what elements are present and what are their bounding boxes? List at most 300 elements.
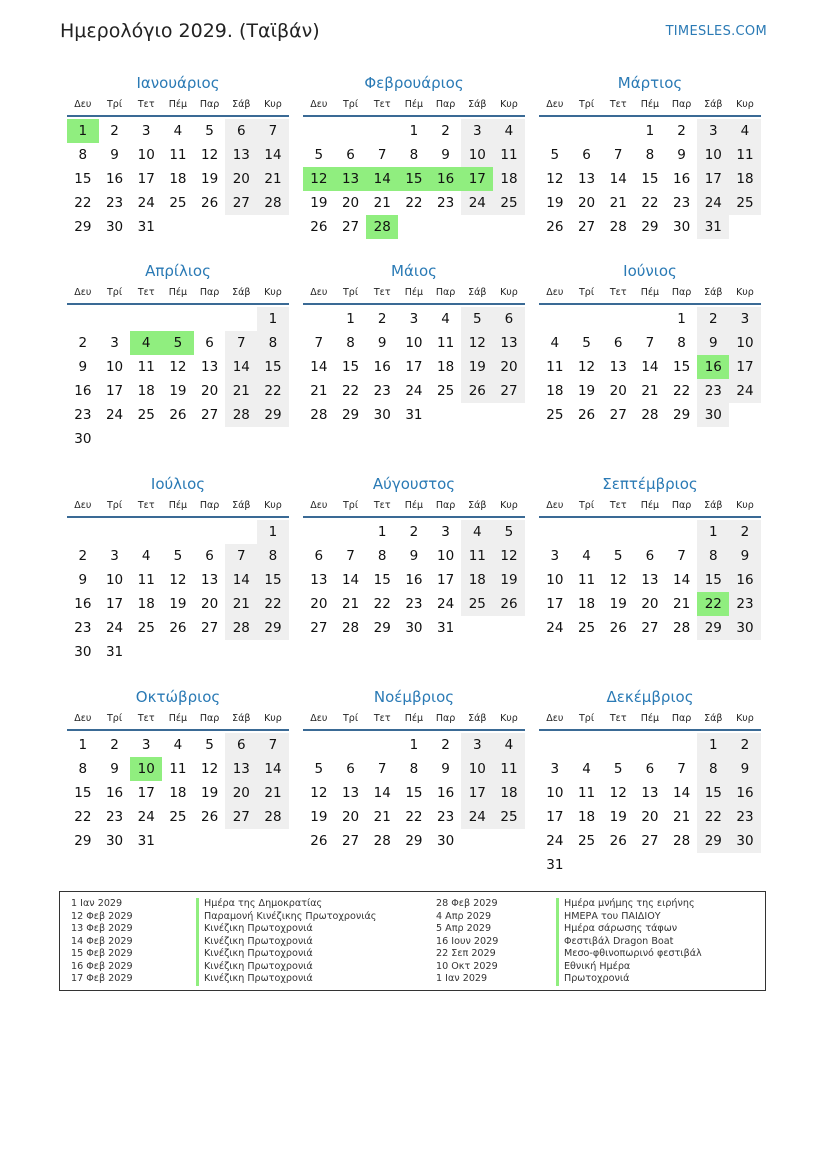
weekday-label: Τετ [373, 500, 391, 511]
day-cell: 19 [169, 596, 187, 612]
weekday-header [67, 95, 289, 117]
day-cell: 11 [577, 572, 596, 588]
brand-link[interactable]: TIMESLES.COM [665, 24, 767, 39]
month-name: Αύγουστος [372, 475, 456, 493]
day-cell: 30 [105, 833, 124, 849]
day-cell: 13 [641, 572, 659, 588]
day-cell: 13 [609, 359, 627, 375]
day-cell: 4 [582, 761, 591, 777]
day-cell: 16 [437, 785, 455, 801]
legend-date: 1 Ιαν 2029 [436, 973, 488, 984]
day-cell: 2 [441, 123, 450, 139]
day-cell: 15 [74, 785, 92, 801]
month-name: Νοέμβριος [373, 688, 455, 706]
day-cell: 23 [405, 596, 423, 612]
day-cell: 18 [137, 596, 155, 612]
legend-holiday-name: Φεστιβάλ Dragon Boat [556, 936, 702, 949]
day-cell: 15 [398, 167, 430, 191]
empty-cell [130, 520, 162, 544]
month-name: Απρίλιος [145, 262, 211, 280]
day-cell: 8 [409, 761, 419, 777]
day-cell: 24 [105, 407, 124, 423]
day-cell: 14 [673, 785, 691, 801]
day-cell: 10 [461, 757, 493, 781]
day-grid [67, 305, 289, 451]
legend-date: 10 Οκτ 2029 [436, 960, 498, 972]
legend-date: 16 Ιουν 2029 [436, 935, 499, 947]
month-3 [539, 71, 761, 239]
day-cell: 22 [74, 809, 92, 825]
day-cell: 7 [257, 733, 289, 757]
day-cell: 30 [673, 219, 691, 235]
empty-cell [67, 520, 99, 544]
day-cell: 13 [225, 143, 257, 167]
day-grid [539, 305, 761, 427]
day-cell: 24 [461, 191, 493, 215]
weekday-label: Παρ [435, 713, 456, 724]
day-cell: 31 [437, 620, 455, 636]
day-cell: 24 [546, 620, 564, 636]
weekday-label: Σάβ [232, 500, 251, 511]
day-cell: 1 [409, 123, 419, 139]
day-cell: 14 [373, 785, 391, 801]
legend-holiday-name: Ημέρα μνήμης της ειρήνης [556, 898, 702, 911]
weekday-label: Κυρ [736, 99, 754, 110]
day-cell: 29 [341, 407, 360, 423]
day-cell: 8 [645, 147, 655, 163]
weekday-label: Δευ [310, 99, 328, 110]
day-cell: 6 [205, 548, 214, 564]
month-9 [539, 472, 761, 640]
weekday-label: Δευ [74, 99, 92, 110]
day-cell: 28 [373, 833, 391, 849]
weekday-label: Τρί [343, 99, 359, 110]
day-cell: 8 [346, 335, 355, 351]
empty-cell [99, 520, 131, 544]
day-cell: 22 [641, 195, 659, 211]
day-cell: 3 [550, 761, 560, 777]
weekday-label: Κυρ [500, 713, 518, 724]
day-grid [539, 117, 761, 239]
legend-holiday-name: ΗΜΕΡΑ του ΠΑΙΔΙΟΥ [556, 911, 702, 924]
weekday-label: Δευ [546, 99, 564, 110]
month-8 [303, 472, 525, 640]
day-cell: 3 [141, 737, 151, 753]
day-cell: 1 [78, 737, 88, 753]
day-cell: 22 [673, 383, 691, 399]
legend-holiday-name: Κινέζικη Πρωτοχρονιά [196, 936, 376, 949]
day-cell: 10 [405, 335, 423, 351]
day-cell: 16 [105, 171, 124, 187]
legend-holiday-name: Ημέρα της Δημοκρατίας [196, 898, 376, 911]
day-cell: 17 [105, 383, 124, 399]
day-cell: 18 [729, 167, 761, 191]
day-cell: 5 [493, 520, 525, 544]
day-cell: 10 [105, 359, 124, 375]
day-cell: 21 [257, 167, 289, 191]
weekday-label: Πέμ [404, 500, 424, 511]
day-cell: 10 [461, 143, 493, 167]
legend-date: 15 Φεβ 2029 [71, 948, 133, 959]
day-cell: 10 [546, 572, 564, 588]
weekday-label: Τρί [579, 99, 595, 110]
day-cell: 29 [697, 616, 729, 640]
weekday-label: Σάβ [468, 500, 487, 511]
month-7 [67, 472, 289, 664]
day-cell: 8 [257, 331, 289, 355]
empty-cell [634, 307, 666, 331]
empty-cell [162, 307, 194, 331]
month-name: Σεπτέμβριος [602, 475, 698, 493]
day-cell: 2 [729, 733, 761, 757]
weekday-label: Δευ [74, 500, 92, 511]
weekday-label: Κυρ [736, 500, 754, 511]
day-cell: 3 [461, 733, 493, 757]
day-cell: 1 [377, 524, 387, 540]
day-cell: 21 [225, 592, 257, 616]
weekday-label: Κυρ [264, 713, 282, 724]
month-1 [67, 71, 289, 239]
day-grid [539, 731, 761, 877]
day-cell: 27 [225, 805, 257, 829]
weekday-label: Τετ [373, 99, 391, 110]
month-10 [67, 685, 289, 853]
weekday-label: Σάβ [704, 287, 723, 298]
weekday-label: Τρί [343, 713, 359, 724]
day-cell: 5 [613, 761, 623, 777]
legend-date: 28 Φεβ 2029 [436, 898, 498, 909]
day-cell: 19 [546, 195, 564, 211]
page-title: Ημερολόγιο 2029. (Ταϊβάν) [60, 20, 320, 42]
weekday-label: Τρί [343, 287, 359, 298]
weekday-label: Κυρ [736, 287, 754, 298]
day-cell: 27 [201, 407, 219, 423]
day-cell: 2 [409, 524, 419, 540]
weekday-label: Δευ [74, 713, 92, 724]
weekday-header [539, 709, 761, 731]
day-cell: 16 [405, 572, 423, 588]
day-cell: 10 [697, 143, 729, 167]
day-cell: 13 [493, 331, 525, 355]
day-cell: 12 [546, 171, 564, 187]
day-cell: 5 [314, 147, 324, 163]
day-cell: 23 [373, 383, 391, 399]
day-cell: 27 [641, 833, 659, 849]
day-cell: 30 [729, 829, 761, 853]
day-cell: 19 [461, 355, 493, 379]
legend-date: 1 Ιαν 2029 [71, 898, 123, 909]
day-cell: 28 [673, 833, 691, 849]
day-cell: 11 [493, 143, 525, 167]
day-cell: 20 [225, 781, 257, 805]
day-cell: 25 [493, 805, 525, 829]
weekday-label: Σάβ [704, 99, 723, 110]
weekday-label: Τρί [107, 287, 123, 298]
day-cell: 12 [201, 761, 219, 777]
empty-cell [602, 733, 634, 757]
day-cell: 17 [461, 167, 493, 191]
day-cell: 27 [225, 191, 257, 215]
weekday-label: Πέμ [168, 99, 188, 110]
day-cell: 15 [373, 572, 391, 588]
day-cell: 7 [314, 335, 324, 351]
day-cell: 13 [225, 757, 257, 781]
day-cell: 26 [577, 407, 596, 423]
day-cell: 16 [74, 596, 92, 612]
day-grid [67, 117, 289, 239]
day-cell: 13 [335, 167, 367, 191]
day-cell: 1 [67, 119, 99, 143]
day-grid [67, 518, 289, 664]
empty-cell [162, 520, 194, 544]
day-cell: 14 [257, 757, 289, 781]
day-cell: 21 [225, 379, 257, 403]
empty-cell [634, 733, 666, 757]
day-cell: 7 [377, 147, 387, 163]
weekday-label: Τρί [107, 500, 123, 511]
empty-cell [571, 307, 603, 331]
day-cell: 15 [257, 568, 289, 592]
day-cell: 9 [110, 761, 119, 777]
day-cell: 28 [609, 219, 627, 235]
legend-names-col2 [556, 898, 702, 986]
day-grid [303, 518, 525, 640]
day-cell: 20 [201, 383, 219, 399]
day-cell: 22 [257, 379, 289, 403]
legend-date: 12 Φεβ 2029 [71, 910, 133, 922]
weekday-label: Κυρ [736, 713, 754, 724]
day-cell: 25 [437, 383, 455, 399]
empty-cell [99, 307, 131, 331]
month-name: Ιούλιος [150, 475, 206, 493]
day-cell: 21 [641, 383, 659, 399]
day-cell: 24 [405, 383, 423, 399]
day-cell: 9 [441, 147, 450, 163]
weekday-header [539, 496, 761, 518]
month-4 [67, 259, 289, 451]
day-cell: 28 [225, 616, 257, 640]
day-cell: 12 [461, 331, 493, 355]
day-cell: 29 [673, 407, 691, 423]
empty-cell [335, 733, 367, 757]
weekday-label: Παρ [671, 99, 692, 110]
day-cell: 21 [341, 596, 360, 612]
day-cell: 22 [373, 596, 391, 612]
weekday-label: Παρ [199, 500, 220, 511]
day-cell: 16 [729, 781, 761, 805]
day-cell: 27 [310, 620, 328, 636]
day-cell: 26 [609, 833, 627, 849]
day-cell: 27 [577, 219, 596, 235]
holiday-legend [59, 891, 766, 991]
day-cell: 6 [645, 548, 655, 564]
legend-date: 13 Φεβ 2029 [71, 923, 133, 934]
weekday-header [539, 95, 761, 117]
day-cell: 12 [303, 167, 335, 191]
day-cell: 15 [697, 781, 729, 805]
day-cell: 21 [257, 781, 289, 805]
weekday-label: Πέμ [404, 99, 424, 110]
empty-cell [366, 733, 398, 757]
day-cell: 10 [130, 757, 162, 781]
day-cell: 13 [577, 171, 596, 187]
day-cell: 18 [493, 167, 525, 191]
day-cell: 21 [310, 383, 328, 399]
day-cell: 21 [373, 195, 391, 211]
legend-holiday-name: Εθνική Ημέρα [556, 961, 702, 974]
day-cell: 3 [110, 548, 119, 564]
day-cell: 24 [105, 620, 124, 636]
weekday-label: Πέμ [404, 287, 424, 298]
weekday-label: Πέμ [404, 713, 424, 724]
day-cell: 17 [697, 167, 729, 191]
day-cell: 3 [409, 311, 419, 327]
day-cell: 6 [225, 733, 257, 757]
day-cell: 20 [641, 809, 659, 825]
day-cell: 26 [609, 620, 627, 636]
day-cell: 26 [201, 809, 219, 825]
weekday-label: Σάβ [232, 287, 251, 298]
weekday-header [303, 95, 525, 117]
day-cell: 22 [74, 195, 92, 211]
day-cell: 24 [729, 379, 761, 403]
empty-cell [666, 520, 698, 544]
weekday-header [539, 283, 761, 305]
day-cell: 26 [493, 592, 525, 616]
weekday-header [303, 709, 525, 731]
empty-cell [602, 307, 634, 331]
day-cell: 26 [310, 833, 328, 849]
day-cell: 20 [201, 596, 219, 612]
empty-cell [225, 520, 257, 544]
day-cell: 26 [201, 195, 219, 211]
day-cell: 30 [373, 407, 391, 423]
month-11 [303, 685, 525, 853]
day-cell: 23 [105, 809, 124, 825]
day-cell: 8 [78, 147, 88, 163]
day-cell: 10 [137, 147, 155, 163]
day-cell: 20 [641, 596, 659, 612]
weekday-label: Σάβ [704, 500, 723, 511]
day-cell: 28 [257, 191, 289, 215]
day-cell: 21 [673, 809, 691, 825]
day-cell: 5 [173, 548, 183, 564]
weekday-label: Παρ [671, 287, 692, 298]
day-cell: 23 [729, 592, 761, 616]
day-cell: 4 [493, 733, 525, 757]
day-cell: 16 [373, 359, 391, 375]
empty-cell [335, 119, 367, 143]
day-cell: 17 [405, 359, 423, 375]
day-cell: 11 [169, 761, 187, 777]
day-cell: 23 [74, 407, 92, 423]
day-cell: 2 [697, 307, 729, 331]
day-cell: 3 [141, 123, 151, 139]
day-cell: 31 [697, 215, 729, 239]
day-cell: 14 [673, 572, 691, 588]
day-cell: 13 [201, 359, 219, 375]
day-cell: 5 [205, 123, 214, 139]
day-cell: 5 [162, 331, 194, 355]
legend-holiday-name: Κινέζικη Πρωτοχρονιά [196, 923, 376, 936]
day-cell: 11 [546, 359, 564, 375]
day-cell: 23 [74, 620, 92, 636]
day-cell: 20 [341, 809, 360, 825]
day-cell: 18 [546, 383, 564, 399]
month-name: Φεβρουάριος [364, 74, 464, 92]
day-cell: 23 [673, 195, 691, 211]
day-cell: 6 [346, 147, 355, 163]
day-cell: 17 [546, 596, 564, 612]
empty-cell [130, 307, 162, 331]
day-cell: 12 [493, 544, 525, 568]
day-cell: 6 [346, 761, 355, 777]
weekday-label: Πέμ [168, 500, 188, 511]
weekday-label: Τετ [137, 99, 155, 110]
weekday-label: Κυρ [500, 287, 518, 298]
day-cell: 11 [493, 757, 525, 781]
day-cell: 23 [437, 809, 455, 825]
empty-cell [303, 733, 335, 757]
day-cell: 12 [609, 572, 627, 588]
day-cell: 2 [78, 335, 88, 351]
day-cell: 11 [169, 147, 187, 163]
day-cell: 31 [546, 857, 564, 873]
weekday-label: Πέμ [640, 99, 660, 110]
day-cell: 9 [409, 548, 419, 564]
weekday-label: Παρ [671, 500, 692, 511]
day-cell: 20 [225, 167, 257, 191]
day-cell: 19 [609, 809, 627, 825]
weekday-label: Σάβ [468, 713, 487, 724]
day-cell: 18 [493, 781, 525, 805]
weekday-label: Δευ [74, 287, 92, 298]
legend-holiday-name: Κινέζικη Πρωτοχρονιά [196, 948, 376, 961]
day-cell: 24 [137, 195, 155, 211]
weekday-label: Σάβ [232, 713, 251, 724]
day-cell: 25 [577, 833, 596, 849]
day-cell: 29 [257, 403, 289, 427]
day-cell: 11 [137, 572, 155, 588]
empty-cell [539, 119, 571, 143]
weekday-label: Δευ [310, 500, 328, 511]
weekday-label: Παρ [199, 287, 220, 298]
day-cell: 12 [169, 359, 187, 375]
day-cell: 30 [105, 219, 124, 235]
day-cell: 16 [697, 355, 729, 379]
weekday-header [67, 283, 289, 305]
day-cell: 4 [582, 548, 591, 564]
day-cell: 15 [405, 785, 423, 801]
empty-cell [194, 520, 226, 544]
day-cell: 12 [577, 359, 596, 375]
day-cell: 8 [78, 761, 88, 777]
day-cell: 11 [461, 544, 493, 568]
day-cell: 25 [169, 809, 187, 825]
day-cell: 14 [257, 143, 289, 167]
month-5 [303, 259, 525, 427]
day-cell: 29 [74, 219, 92, 235]
day-cell: 22 [697, 805, 729, 829]
day-cell: 22 [697, 592, 729, 616]
weekday-header [67, 496, 289, 518]
day-cell: 13 [341, 785, 360, 801]
day-cell: 17 [137, 171, 155, 187]
day-cell: 24 [437, 596, 455, 612]
day-cell: 9 [729, 544, 761, 568]
day-cell: 9 [677, 147, 686, 163]
weekday-label: Πέμ [168, 287, 188, 298]
